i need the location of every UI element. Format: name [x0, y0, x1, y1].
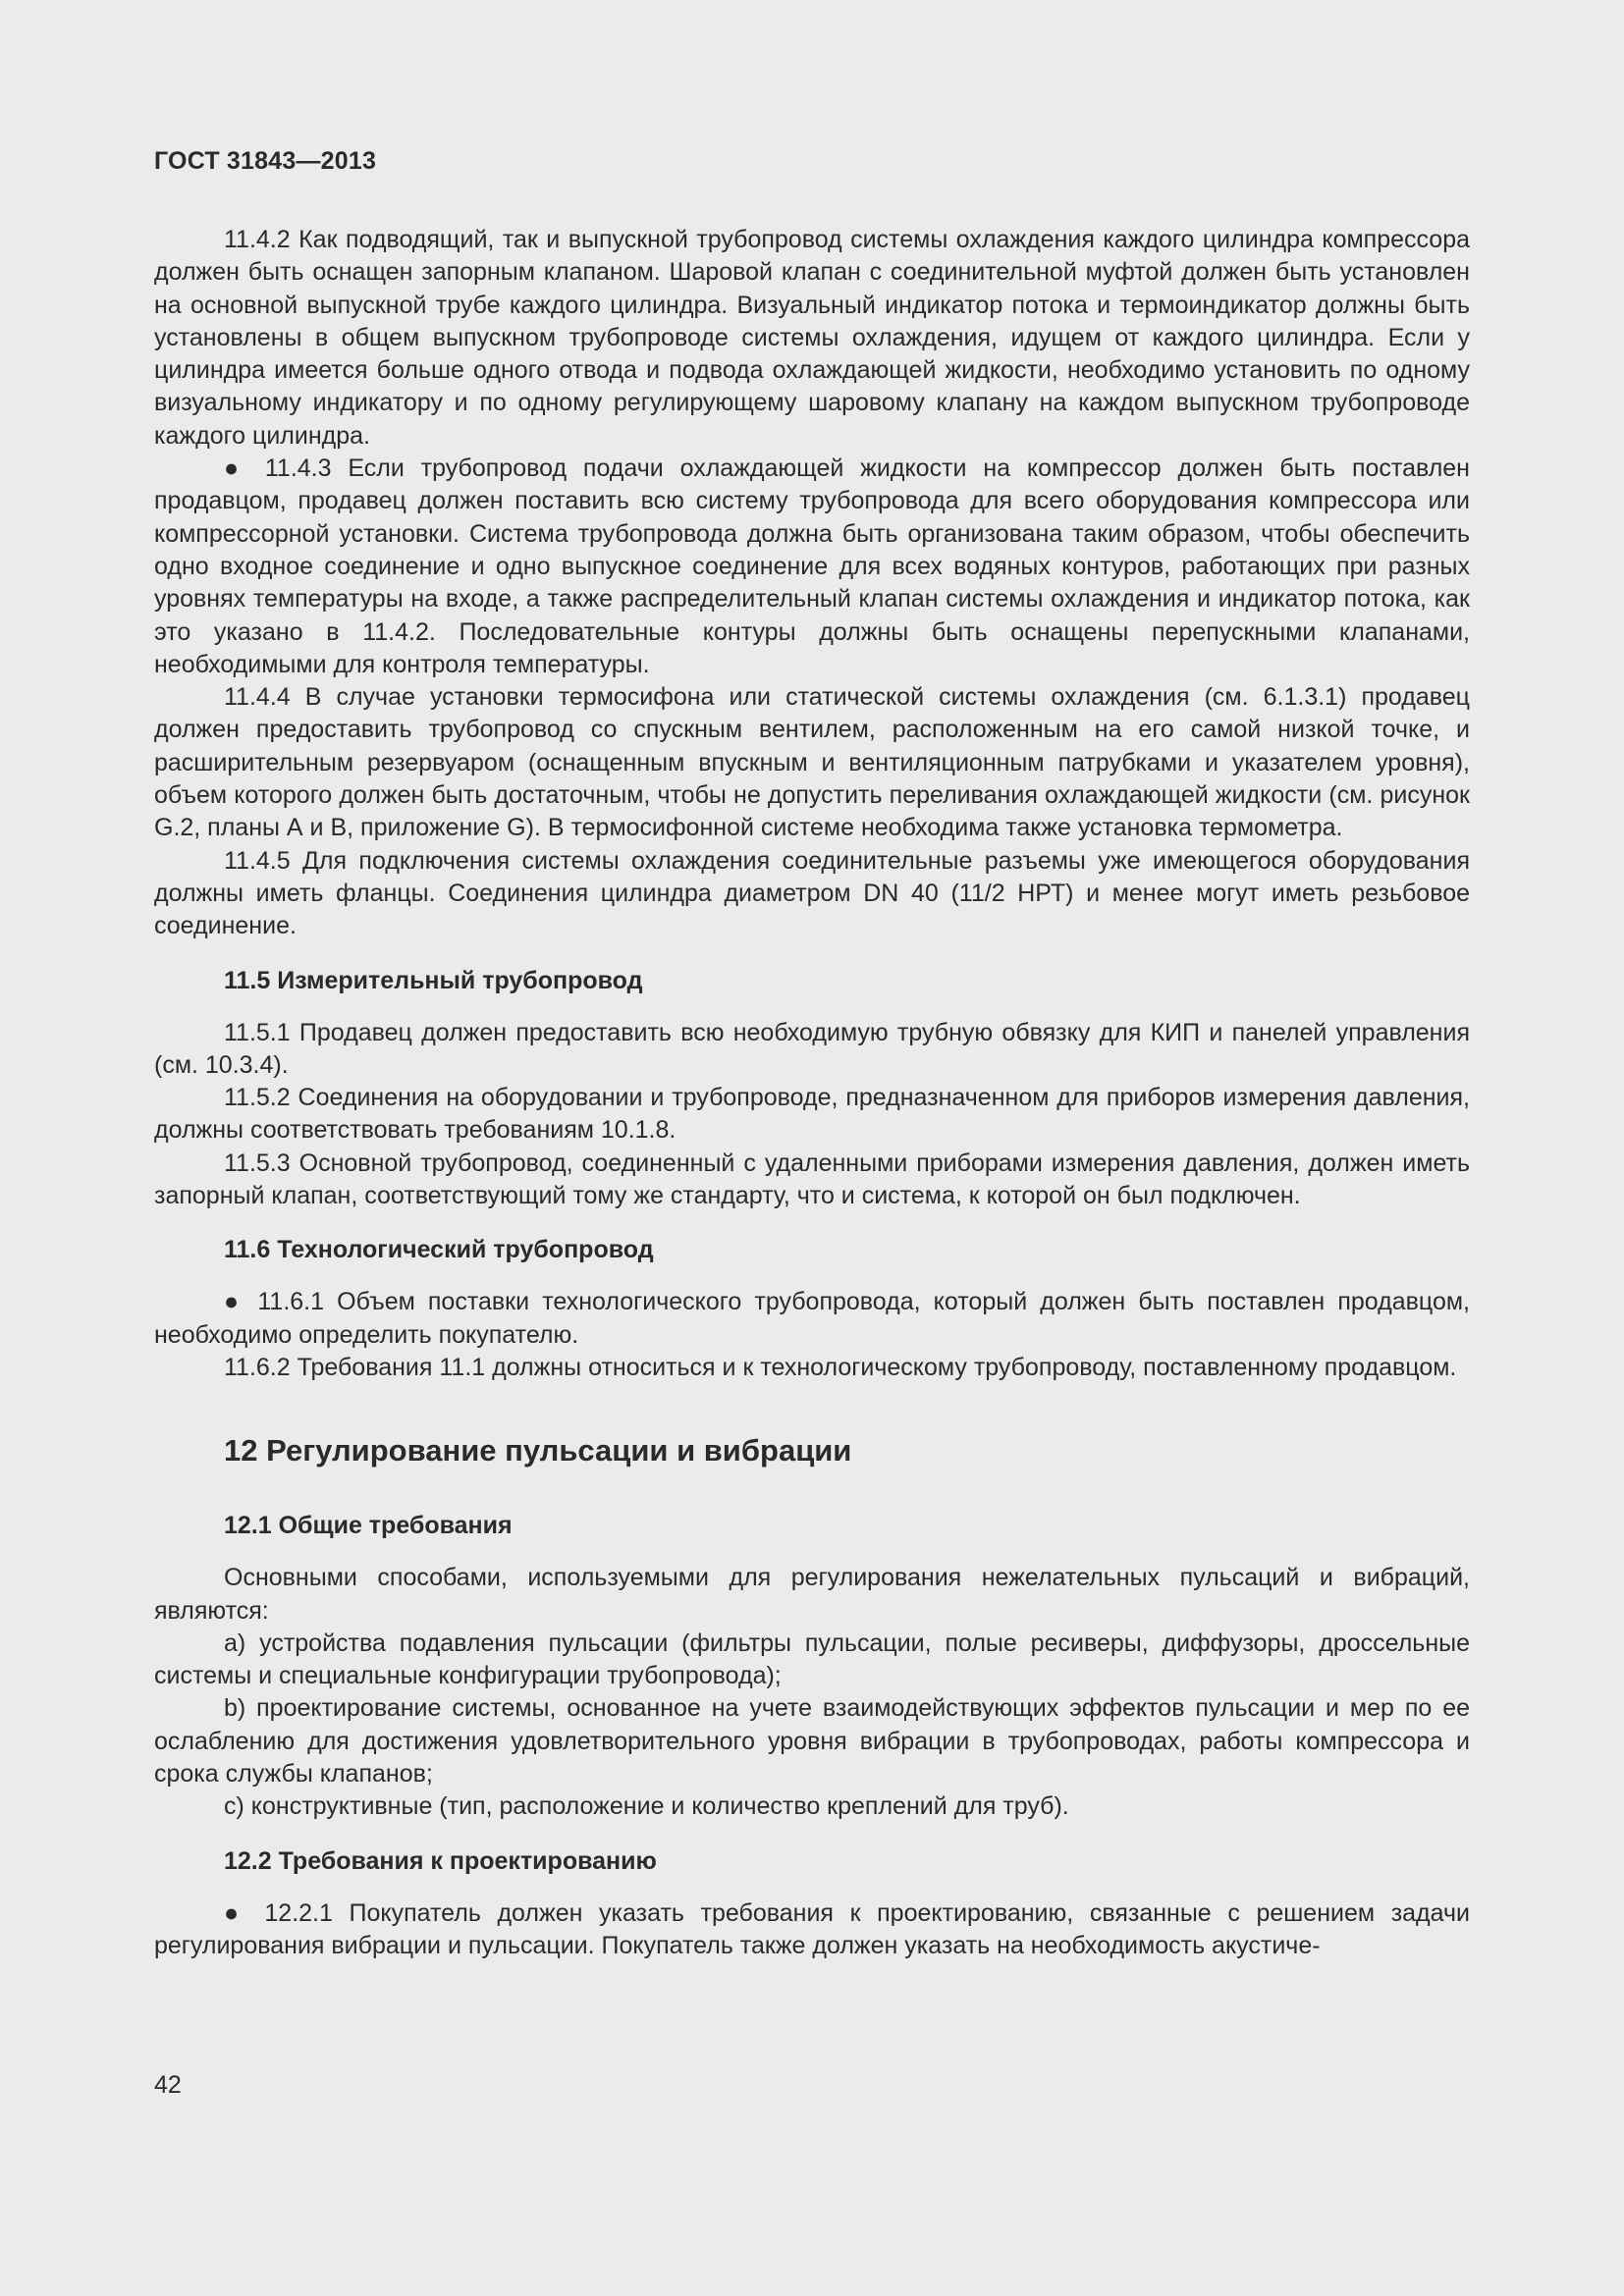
paragraph-11-4-2: 11.4.2 Как подводящий, так и выпускной трубопровод системы охлаждения каждого цилиндра компрессора должен быть оснащен запорным клапаном. Шаровой клапан с соединительной муфтой должен быть установлен на основной выпускной трубе каждого цилиндра. Визуальный индикатор потока и термоиндикатор должны быть установлены в общем выпускном трубопроводе системы охлаждения, идущем от каждого цилиндра. Если у цилиндра имеется больше одного отвода и подвода охлаждающей жидкости, необходимо установить по одному визуальному индикатору и по одному регулирующему шаровому клапану на каждом выпускном трубопроводе каждого цилиндра. [154, 226, 1470, 450]
section-heading-12-2: 12.2 Требования к проектированию [224, 1846, 657, 1875]
section-heading-12-1: 12.1 Общие требования [224, 1512, 513, 1540]
paragraph-11-6-1: ● 11.6.1 Объем поставки технологического трубопровода, который должен быть поставлен продавцом, необходимо определить покупателю. [154, 1288, 1470, 1349]
paragraph-12-2-1: ● 12.2.1 Покупатель должен указать требования к проектированию, связанные с решением задачи регулирования вибрации и пульсации. Покупатель также должен указать на необходимость акустиче- [154, 1898, 1470, 1959]
page-number: 42 [154, 2071, 182, 2099]
chapter-heading-12: 12 Регулирование пульсации и вибрации [224, 1433, 852, 1468]
section-heading-11-6: 11.6 Технологический трубопровод [224, 1236, 654, 1264]
paragraph-12-1-c: c) конструктивные (тип, расположение и количество креплений для труб). [224, 1792, 1069, 1821]
paragraph-11-4-3: ● 11.4.3 Если трубопровод подачи охлаждающей жидкости на компрессор должен быть поставлен продавцом, продавец должен поставить всю систему трубопровода для всего оборудования компрессора или компрессорной установки. Система трубопровода должна быть организована таким образом, чтобы обеспечить одно входное соединение и одно выпускное соединение для всех водяных контуров, работающих при разных уровнях температуры на входе, а также распределительный клапан системы охлаждения и индикатор потока, как это указано в 11.4.2. Последовательные контуры должны быть оснащены перепускными клапанами, необходимыми для контроля температуры. [154, 454, 1470, 678]
paragraph-11-4-5: 11.4.5 Для подключения системы охлаждения соединительные разъемы уже имеющегося оборудования должны иметь фланцы. Соединения цилиндра диаметром DN 40 (11/2 НРТ) и менее могут иметь резьбовое соединение. [154, 846, 1470, 940]
paragraph-12-1-b: b) проектирование системы, основанное на учете взаимодействующих эффектов пульсации и мер по ее ослаблению для достижения удовлетворительного уровня вибрации в трубопроводах, работы компрессора и срока службы клапанов; [154, 1694, 1470, 1788]
paragraph-11-5-1: 11.5.1 Продавец должен предоставить всю необходимую трубную обвязку для КИП и панелей управления (см. 10.3.4). [154, 1018, 1470, 1079]
document-body [154, 224, 1470, 1962]
paragraph-11-5-2: 11.5.2 Соединения на оборудовании и трубопроводе, предназначенном для приборов измерения давления, должны соответствовать требованиям 10.1.8. [154, 1084, 1470, 1145]
paragraph-11-5-3: 11.5.3 Основной трубопровод, соединенный с удаленными приборами измерения давления, должен иметь запорный клапан, соответствующий тому же стандарту, что и система, к которой он был подключен. [154, 1148, 1470, 1210]
paragraph-11-4-4: 11.4.4 В случае установки термосифона или статической системы охлаждения (см. 6.1.3.1) продавец должен предоставить трубопровод со спускным вентилем, расположенным на его самой низкой точке, и расширительным резервуаром (оснащенным впускным и вентиляционным патрубками и указателем уровня), объем которого должен быть достаточным, чтобы не допустить переливания охлаждающей жидкости (см. рисунок G.2, планы А и В, приложение G). В термосифонной системе необходима также установка термометра. [154, 683, 1470, 842]
paragraph-11-6-2: 11.6.2 Требования 11.1 должны относиться и к технологическому трубопроводу, поставленному продавцом. [224, 1353, 1457, 1381]
section-heading-11-5: 11.5 Измерительный трубопровод [224, 966, 643, 994]
paragraph-12-1-a: a) устройства подавления пульсации (фильтры пульсации, полые ресиверы, диффузоры, дроссельные системы и специальные конфигурации трубопровода); [154, 1629, 1470, 1690]
document-header: ГОСТ 31843—2013 [154, 147, 377, 175]
paragraph-12-1-intro: Основными способами, используемыми для регулирования нежелательных пульсаций и вибраций, являются: [154, 1564, 1470, 1625]
